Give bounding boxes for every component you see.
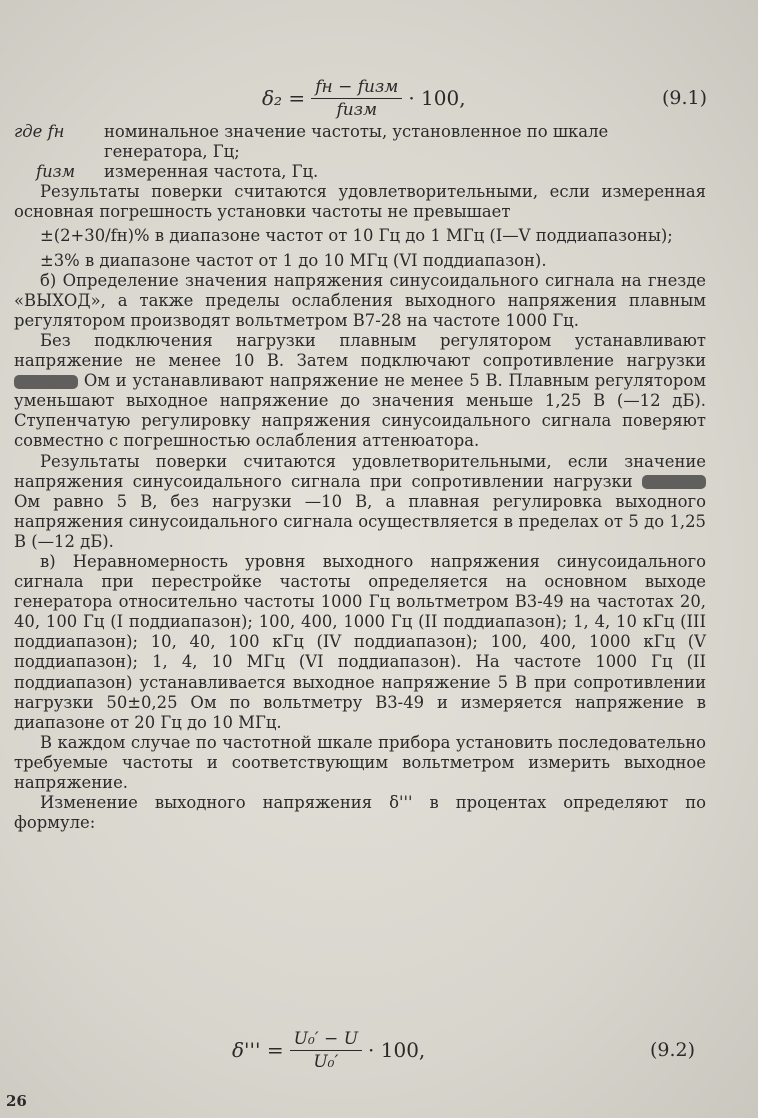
paragraph: б) Определение значения напряжения синусоидального сигнала на гнезде «ВЫХОД», а также пределы ослабления выходного напряжения плавным регулятором производят вольтметром В7-28 на частоте 1000 Гц. [14, 270, 706, 330]
paragraph [14, 452, 706, 552]
paragraph: Результаты поверки считаются удовлетворительными, если измеренная основная погрешность установки частоты не превышает [14, 182, 706, 222]
definition-desc: номинальное значение частоты, установленное по шкале генератора, Гц; [104, 122, 609, 162]
paragraph-text: Без подключения нагрузки плавным регулятором устанавливают напряжение не менее 10 В. Затем подключают сопротивление нагрузки [14, 330, 706, 371]
formula-tail: · 100, [408, 86, 466, 110]
equation-number: (9.2) [650, 1039, 696, 1061]
formula-denominator: fизм [336, 99, 378, 120]
definition-symbol: fизм [36, 162, 76, 182]
formula-fraction [311, 77, 402, 120]
paragraph [14, 331, 706, 452]
body-text [14, 122, 706, 833]
equation-number: (9.1) [662, 87, 708, 109]
redaction-mark [14, 375, 78, 389]
paragraph: ±3% в диапазоне частот от 1 до 10 МГц (VI поддиапазон). [40, 250, 547, 270]
formula-9-1 [0, 68, 758, 128]
paragraph-text: Ом равно 5 В, без нагрузки —10 В, а плавная регулировка выходного напряжения синусоидального сигнала осуществляется в пределах от 5 до 1,25 В (—12 дБ). [14, 491, 706, 551]
paragraph-text: Результаты поверки считаются удовлетворительными, если значение напряжения синусоидального сигнала при сопротивлении нагрузки [14, 451, 706, 491]
formula-numerator: fн − fизм [311, 77, 402, 99]
formula-lhs: δ₂ = [262, 86, 306, 110]
paragraph: Изменение выходного напряжения δ''' в процентах определяют по формуле: [14, 793, 706, 833]
paragraph: в) Неравномерность уровня выходного напряжения синусоидального сигнала при перестройке частоты определяется на основном выходе генератора относительно частоты 1000 Гц вольтметром В3-49 на частотах 20, 40, 100 Гц (I поддиапазон); 100, 400, 1000 Гц (II поддиапазон); 1, 4, 10 кГц (III поддиапазон); 10, 40, 100 кГц (IV поддиапазон); 100, 400, 1000 кГц (V поддиапазон); 1, 4, 10 МГц (VI поддиапазон). На частоте 1000 Гц (II поддиапазон) устанавливается выходное напряжение 5 В при сопротивлении нагрузки 50±0,25 Ом по вольтметру В3-49 и измеряется напряжение в диапазоне от 20 Гц до 10 МГц. [14, 551, 706, 732]
formula-denominator: U₀′ [313, 1051, 339, 1072]
paragraph: В каждом случае по частотной шкале прибора установить последовательно требуемые частоты и соответствующим вольтметром измерить выходное напряжение. [14, 732, 706, 792]
definition-item [14, 162, 706, 182]
formula-fraction [290, 1029, 362, 1072]
formula-numerator: U₀′ − U [290, 1029, 362, 1051]
formula-tail: · 100, [368, 1038, 426, 1062]
formula-9-2 [0, 1020, 758, 1080]
page-number: 26 [6, 1092, 27, 1110]
paragraph-text: Ом и устанавливают напряжение не менее 5 В. Плавным регулятором уменьшают выходное напряжение до значения меньше 1,25 В (—12 дБ). Ступенчатую регулировку напряжения синусоидального сигнала поверяют совместно с погрешностью ослабления аттенюатора. [14, 371, 706, 451]
definition-symbol: где fн [14, 122, 65, 141]
definition-desc: измеренная частота, Гц. [104, 162, 319, 182]
redaction-mark [642, 475, 706, 489]
paragraph: ±(2+30/fн)% в диапазоне частот от 10 Гц до 1 МГц (I—V поддиапазоны); [40, 226, 673, 246]
formula-lhs: δ''' = [232, 1038, 284, 1062]
definition-item [14, 122, 706, 162]
